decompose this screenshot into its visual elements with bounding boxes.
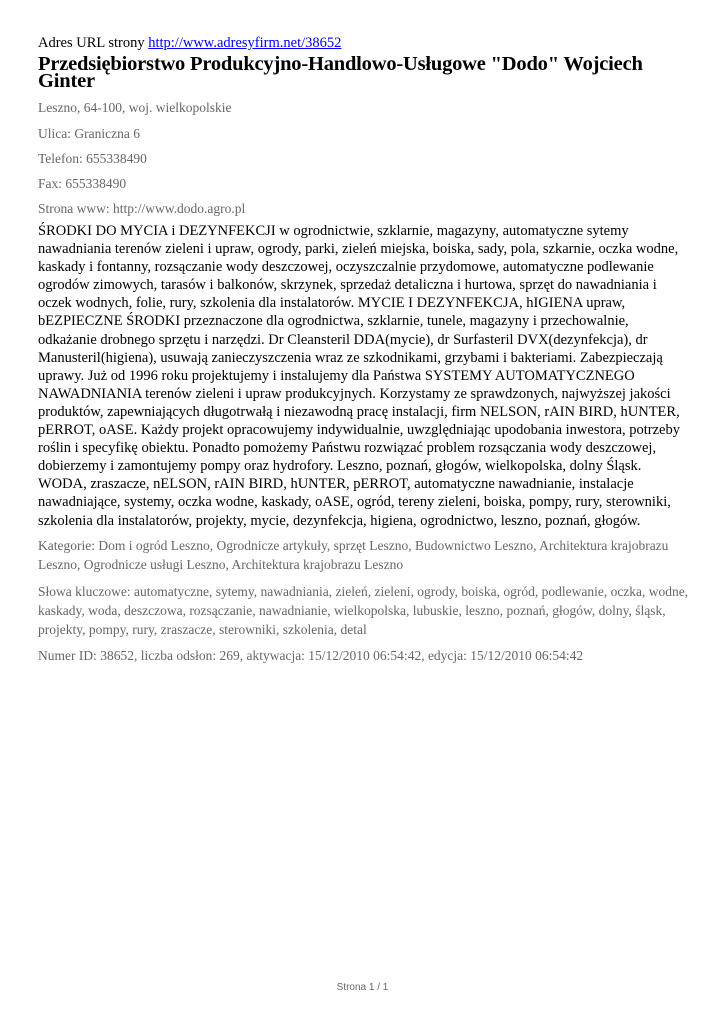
company-address: Leszno, 64-100, woj. wielkopolskie bbox=[38, 100, 232, 115]
company-name: Przedsiębiorstwo Produkcyjno-Handlowo-Usługowe "Dodo" Wojciech Ginter bbox=[38, 53, 643, 92]
company-url-link[interactable]: http://www.adresyfirm.net/38652 bbox=[148, 35, 342, 51]
page-number: Strona 1 / 1 bbox=[336, 982, 389, 993]
record-info: Numer ID: 38652, liczba odsłon: 269, aktywacja: 15/12/2010 06:54:42, edycja: 15/12/2010 06:54:42 bbox=[38, 647, 584, 663]
document-page bbox=[38, 34, 690, 665]
keywords: Słowa kluczowe: automatyczne, sytemy, nawadniania, zieleń, zieleni, ogrody, boiska, ogród, podlewanie, oczka, wodne, kaskady, woda, deszczowa, rozsączanie, nawadnianie, wielkopolska, lubuskie, leszno, poznań, głogów, dolny, śląsk, projekty, pompy, rury, zraszacze, sterowniki, szkolenia, detal bbox=[38, 583, 689, 637]
company-street: Ulica: Graniczna 6 bbox=[38, 126, 140, 141]
url-line bbox=[38, 34, 690, 52]
categories: Kategorie: Dom i ogród Leszno, Ogrodnicze artykuły, sprzęt Leszno, Budownictwo Leszno, Architektura krajobrazu Leszno, Ogrodnicze usługi Leszno, Architektura krajobrazu Leszno bbox=[38, 537, 669, 572]
company-fax: Fax: 655338490 bbox=[38, 176, 127, 191]
url-label: Adres URL strony bbox=[38, 35, 145, 51]
company-description: ŚRODKI DO MYCIA i DEZYNFEKCJI w ogrodnictwie, szklarnie, magazyny, automatyczne sytemy nawadniania terenów zieleni i upraw, ogrody, parki, zieleń miejska, boiska, sady, pola, szkarnie, oczka wodne, kaskady i fontanny, rozsączanie wody deszczowej, oczyszczalnie przydomowe, automatyczne podlewanie ogrodów zimowych, tarasów i balkonów, skrzynek, sprzedaż detaliczna i hurtowa, sprzęt do nawadniania i oczek wodnych, folie, rury, szkolenia dla instalatorów. MYCIE I DEZYNFEKCJA, hIGIENA upraw, bEZPIECZNE ŚRODKI przeznaczone dla ogrodnictwa, szklarnie, tunele, magazyny i przechowalnie, odkażanie drobnego sprzętu i narzędzi. Dr Cleansteril DDA(mycie), dr Surfasteril DVX(dezynfekcja), dr Manusteril(higiena), usuwają zanieczyszczenia wraz ze szkodnikami, grzybami i bakteriami. Zabezpieczają uprawy. Już od 1996 roku projektujemy i instalujemy dla Państwa SYSTEMY AUTOMATYCZNEGO NAWADNIANIA terenów zieleni i upraw produkcyjnych. Korzystamy ze sprawdzonych, najwyższej jakości produktów, zapewniających długotrwałą i niezawodną pracę instalacji, firm NELSON, rAIN BIRD, hUNTER, pERROT, oASE. Każdy projekt opracowujemy indywidualnie, uwzględniając upodobania inwestora, potrzeby roślin i specyfikę obiektu. Ponadto pomożemy Państwu rozwiązać problem rozsączania wody deszczowej, dobierzemy i zamontujemy pompy oraz hydrofory. Leszno, poznań, głogów, wielkopolska, dolny Śląsk. WODA, zraszacze, nELSON, rAIN BIRD, hUNTER, pERROT, automatyczne nawadnianie, instalacje nawadniające, systemy, oczka wodne, kaskady, oASE, ogród, tereny zieleni, boiska, pompy, rury, sterowniki, szkolenia dla instalatorów, projekty, mycie, dezynfekcja, higiena, ogrodnictwo, leszno, poznań, głogów. bbox=[38, 223, 680, 529]
company-phone: Telefon: 655338490 bbox=[38, 151, 147, 166]
company-website: Strona www: http://www.dodo.agro.pl bbox=[38, 201, 246, 216]
